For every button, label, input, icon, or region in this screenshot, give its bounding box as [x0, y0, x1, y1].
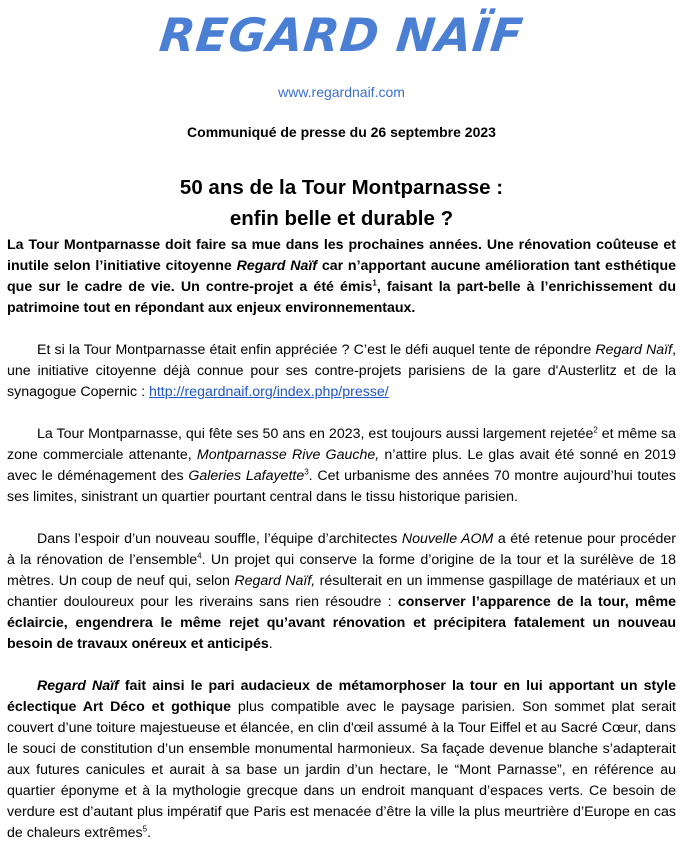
press-link[interactable]: http://regardnaif.org/index.php/presse/	[148, 384, 389, 400]
paragraph-text: n’attire plus. Le glas avait été sonné en 2019 avec le déménagement des	[7, 447, 676, 484]
paragraph-bold: fait ainsi le pari audacieux de métamorphoser la tour en lui apportant un style éclectique Art Déco et gothique	[7, 678, 676, 715]
paragraph-text: .	[147, 825, 152, 841]
paragraph-text: plus compatible avec le paysage parisien. Son sommet plat serait couvert d’une toiture majestueuse et élancée, en clin d'œil assumé à la Tour Eiffel et au Sacré Cœur, dans le souci de constitution d’un ensemble monumental harmonieux. Sa façade devenue blanche s’adapterait aux futures canicules et aurait à sa base un jardin d’un hectare, le “Mont Parnasse”, en référence au quartier éponyme et à la mythologie grecque dans un endroit manquant d’espaces verts. Ce besoin de verdure est d’autant plus impératif que Paris est menacée d’être la ville la plus meurtrière d’Europe en cas de chaleurs extrêmes	[7, 699, 676, 841]
lead-text: , faisant la part-belle à l’enrichissement du patrimoine tout en répondant aux enjeux environnementaux.	[7, 279, 676, 316]
paragraph-1	[7, 340, 676, 403]
paragraph-4	[7, 676, 676, 844]
paragraph-italic: Regard Naïf	[595, 342, 673, 358]
paragraph-italic: Galeries Lafayette	[188, 468, 305, 484]
lead-text: La Tour Montparnasse doit faire sa mue dans les prochaines années. Une rénovation coûteuse et inutile selon l’initiative citoyenne	[7, 237, 676, 274]
lead-text: car n’apportant aucune amélioration tant esthétique que sur le cadre de vie. Un contre-projet a été émis	[7, 258, 677, 295]
footnote-ref[interactable]: 2	[593, 425, 598, 435]
paragraph-text: , une initiative citoyenne déjà connue pour ses contre-projets parisiens de la gare d'Austerlitz et de la synagogue Copernic :	[7, 342, 677, 400]
footnote-ref[interactable]: 3	[304, 467, 309, 477]
footnote-ref[interactable]: 5	[142, 824, 148, 834]
page-title	[0, 172, 683, 234]
paragraph-italic: Nouvelle AOM	[401, 531, 494, 547]
lead-name: Regard Naïf	[236, 258, 318, 274]
title-line-2: enfin belle et durable ?	[229, 207, 454, 230]
footnote-ref[interactable]: 4	[197, 551, 202, 561]
paragraph-2	[7, 424, 676, 508]
press-release-date: Communiqué de presse du 26 septembre 2023	[187, 124, 496, 140]
brand-logo: REGARD NAÏF	[156, 8, 527, 62]
paragraph-text: . Un projet qui conserve la forme d’origine de la tour et la surélève de 18 mètres. Un coup de neuf qui, selon	[7, 552, 676, 589]
paragraph-text: résulterait en un immense gaspillage de matériaux et un chantier douloureux pour les riverains sans rien résoudre :	[7, 573, 677, 610]
website-url[interactable]: www.regardnaif.com	[278, 84, 405, 100]
paragraph-italic: Montparnasse Rive Gauche,	[196, 447, 380, 463]
paragraph-3	[7, 529, 676, 655]
paragraph-text: .	[268, 636, 273, 652]
footnote-ref[interactable]: 1	[372, 278, 377, 288]
paragraph-bold-italic: Regard Naïf	[37, 678, 119, 694]
paragraph-text: . Cet urbanisme des années 70 montre aujourd’hui toutes ses limites, sinistrant un quartier pourtant central dans le tissu historique parisien.	[7, 468, 676, 505]
paragraph-text: La Tour Montparnasse, qui fête ses 50 ans en 2023, est toujours aussi largement rejetée	[37, 426, 594, 442]
lead-paragraph	[7, 235, 676, 319]
paragraph-text: a été retenue pour procéder à la rénovation de l’ensemble	[7, 531, 676, 568]
paragraph-italic: Regard Naïf,	[234, 573, 316, 589]
paragraph-bold: conserver l’apparence de la tour, même éclaircie, engendrera le même rejet qu’avant rénovation et précipitera fatalement un nouveau besoin de travaux onéreux et anticipés	[7, 594, 677, 652]
paragraph-text: et même sa zone commerciale attenante,	[7, 426, 676, 463]
title-line-1: 50 ans de la Tour Montparnasse :	[179, 176, 504, 199]
article-body	[7, 235, 676, 865]
paragraph-text: Et si la Tour Montparnasse était enfin appréciée ? C’est le défi auquel tente de répondre	[37, 342, 596, 358]
paragraph-text: Dans l’espoir d’un nouveau souffle, l’équipe d’architectes	[37, 531, 402, 547]
